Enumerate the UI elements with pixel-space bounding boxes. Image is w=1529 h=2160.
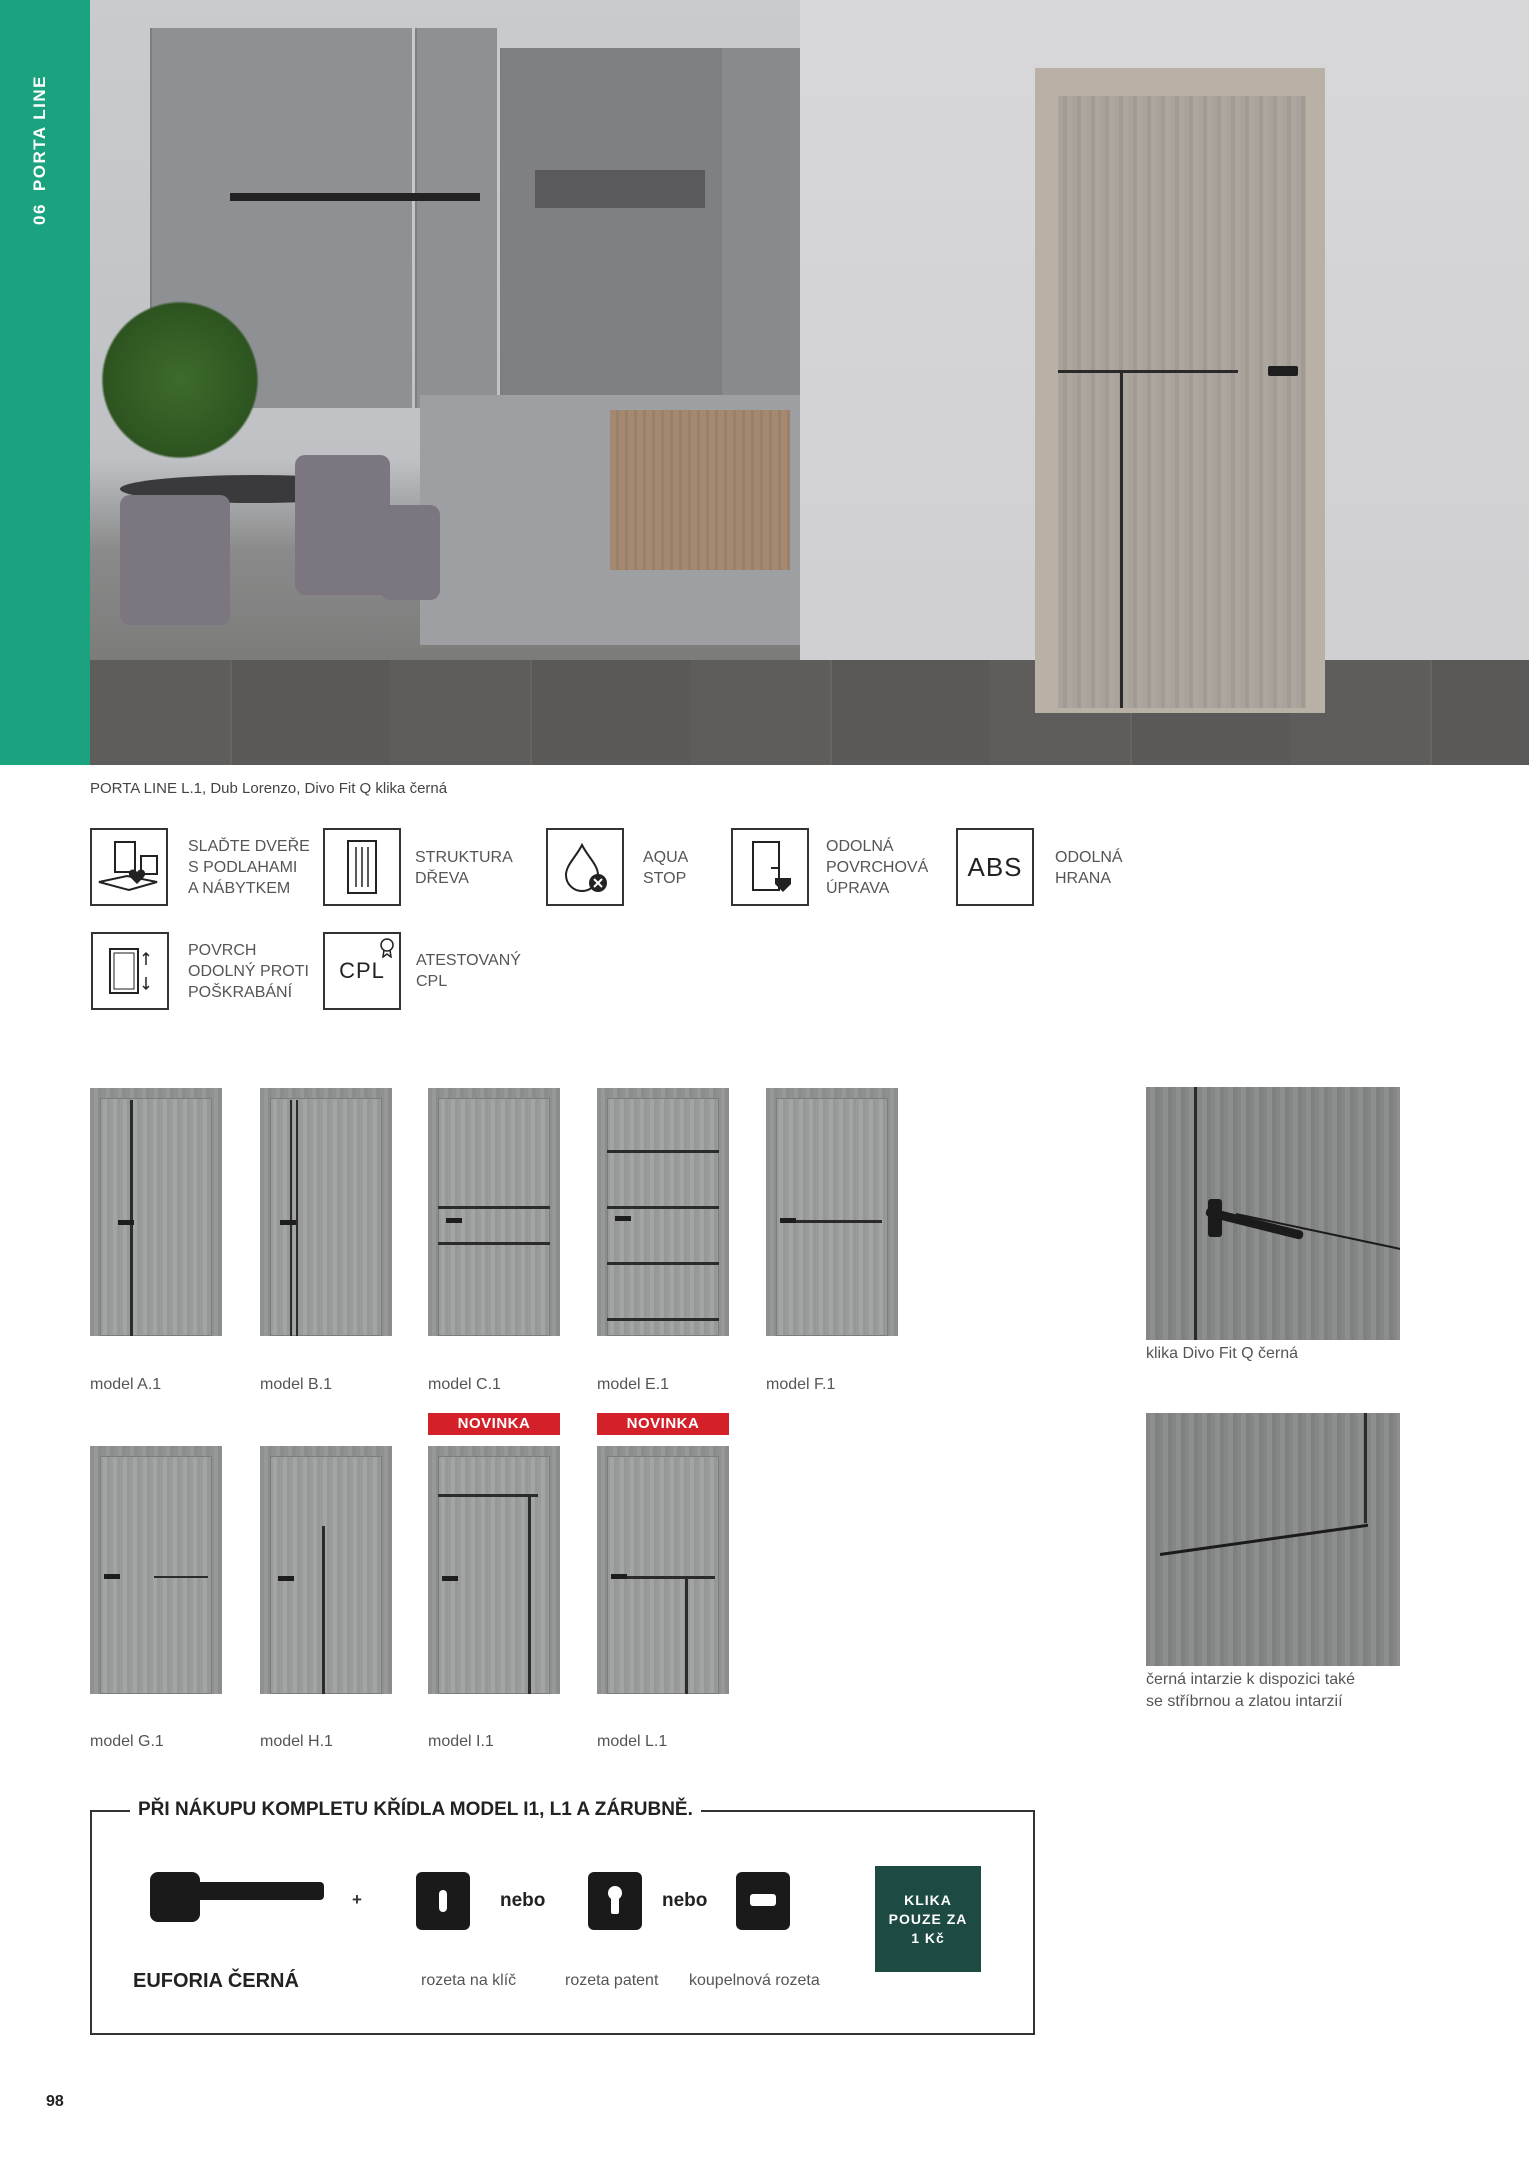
detail-caption: klika Divo Fit Q černá [1146,1345,1299,1362]
patent-rosette-icon [588,1872,642,1930]
offer-badge: KLIKA POUZE ZA 1 Kč [875,1866,981,1972]
door-model-g1 [90,1446,222,1694]
handle-icon [148,1868,328,1933]
model-label: model B.1 [260,1376,333,1393]
hero-caption: PORTA LINE L.1, Dub Lorenzo, Divo Fit Q klika černá [90,780,448,797]
scratch-resistant-icon [91,932,169,1010]
section-title: PORTA LINE [30,75,49,192]
feature-label: AQUA STOP [643,849,689,887]
hero-photo [90,0,1529,765]
feature-label: STRUKTURA DŘEVA [415,849,513,887]
model-label: model I.1 [428,1733,494,1750]
door-model-h1 [260,1446,392,1694]
inlay-detail-photo [1146,1413,1400,1666]
water-drop-icon [546,828,624,906]
door-model-e1 [597,1088,729,1336]
or-text: nebo [662,1890,708,1911]
durable-surface-icon [731,828,809,906]
abs-icon-text: ABS [967,851,1023,882]
abs-icon [956,828,1034,906]
door-model-i1 [428,1446,560,1694]
feature-label: POVRCH ODOLNÝ PROTI POŠKRABÁNÍ [188,942,309,1001]
new-badge: NOVINKA [597,1413,729,1435]
feature-label: ODOLNÁ HRANA [1055,849,1123,887]
feature-label: ODOLNÁ POVRCHOVÁ ÚPRAVA [826,838,929,897]
promo-title: PŘI NÁKUPU KOMPLETU KŘÍDLA MODEL I1, L1 A ZÁRUBNĚ. [130,1799,701,1821]
model-label: model E.1 [597,1376,670,1393]
section-tab [0,0,90,765]
page-number: 98 [46,2093,64,2110]
or-text: nebo [500,1890,546,1911]
model-label: model G.1 [90,1733,164,1750]
bathroom-rosette-icon [736,1872,790,1930]
feature-label: ATESTOVANÝ CPL [416,952,521,990]
door-model-f1 [766,1088,898,1336]
rosette-label: koupelnová rozeta [689,1972,820,1989]
rosette-label: rozeta na klíč [421,1972,517,1989]
handle-detail-photo [1146,1087,1400,1340]
model-label: model C.1 [428,1376,501,1393]
door-model-b1 [260,1088,392,1336]
rosette-label: rozeta patent [565,1972,659,1989]
model-label: model A.1 [90,1376,162,1393]
door-floor-furniture-icon [90,828,168,906]
model-label: model L.1 [597,1733,668,1750]
section-tab-label [30,75,50,225]
key-rosette-icon [416,1872,470,1930]
cpl-icon-text: CPL [339,958,385,983]
handle-name: EUFORIA ČERNÁ [133,1970,299,1992]
detail-caption: černá intarzie k dispozici také se stříbrnou a zlatou intarzií [1146,1671,1355,1710]
section-number: 06 [30,203,49,225]
feature-label: SLAĎTE DVEŘE S PODLAHAMI A NÁBYTKEM [188,838,310,897]
door-model-c1 [428,1088,560,1336]
door-model-l1 [597,1446,729,1694]
wood-structure-icon [323,828,401,906]
new-badge: NOVINKA [428,1413,560,1435]
cpl-icon [323,932,401,1010]
plus-sign: + [352,1890,362,1909]
model-label: model F.1 [766,1376,836,1393]
door-model-a1 [90,1088,222,1336]
model-label: model H.1 [260,1733,333,1750]
